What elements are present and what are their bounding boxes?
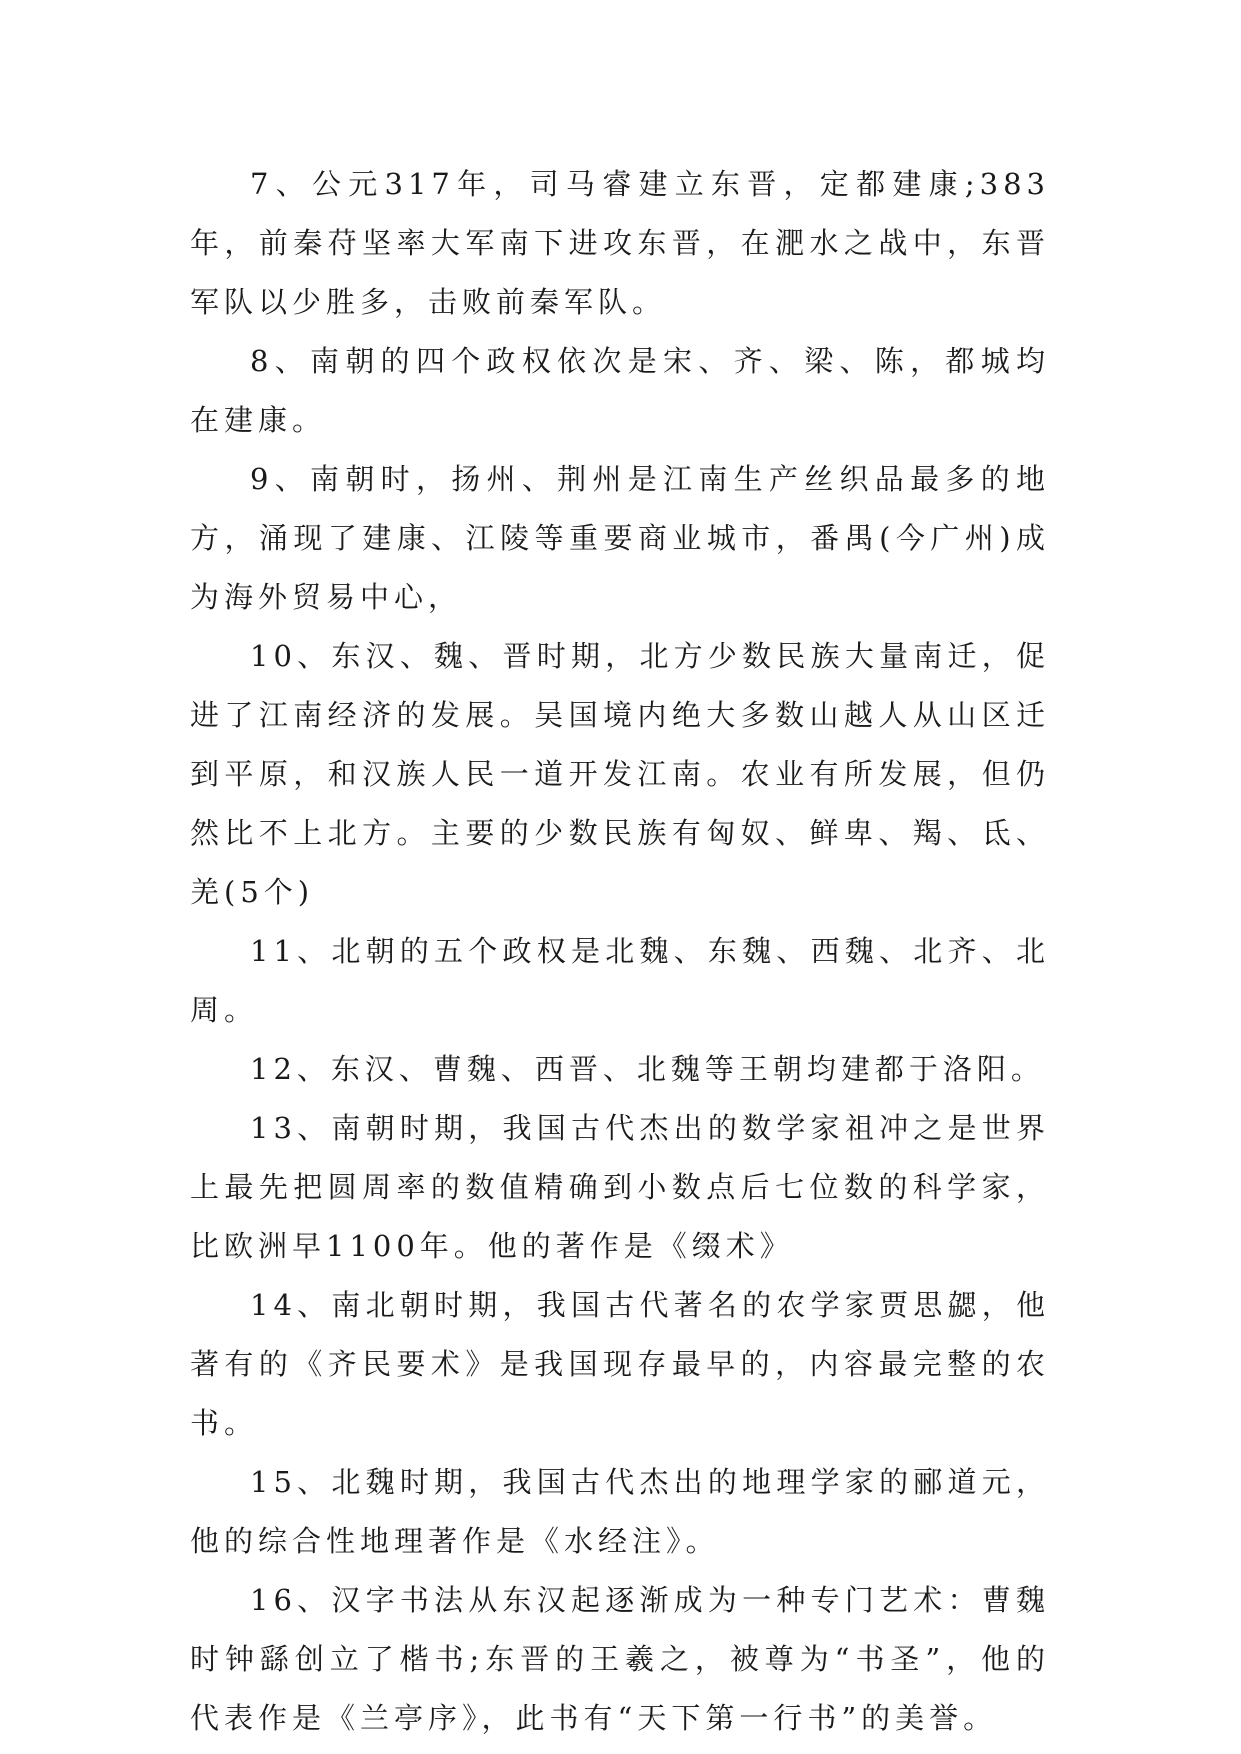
paragraph-11: 11、北朝的五个政权是北魏、东魏、西魏、北齐、北周。 <box>190 934 1050 1027</box>
paragraph-7: 7、公元317年，司马睿建立东晋，定都建康;383年，前秦苻坚率大军南下进攻东晋，在淝水之战中，东晋军队以少胜多，击败前秦军队。 <box>190 167 1050 319</box>
paragraph-13: 13、南朝时期，我国古代杰出的数学家祖冲之是世界上最先把圆周率的数值精确到小数点后七位数的科学家，比欧洲早1100年。他的著作是《缀术》 <box>190 1111 1050 1263</box>
paragraph-15: 15、北魏时期，我国古代杰出的地理学家的郦道元，他的综合性地理著作是《水经注》。 <box>190 1465 1050 1558</box>
document-body <box>190 155 1050 1748</box>
paragraph-10: 10、东汉、魏、晋时期，北方少数民族大量南迁，促进了江南经济的发展。吴国境内绝大多数山越人从山区迁到平原，和汉族人民一道开发江南。农业有所发展，但仍然比不上北方。主要的少数民族有匈奴、鲜卑、羯、氐、羌(5个) <box>190 639 1050 909</box>
paragraph-14: 14、南北朝时期，我国古代著名的农学家贾思勰，他著有的《齐民要术》是我国现存最早的，内容最完整的农书。 <box>190 1288 1050 1440</box>
paragraph-9: 9、南朝时，扬州、荆州是江南生产丝织品最多的地方，涌现了建康、江陵等重要商业城市，番禺(今广州)成为海外贸易中心， <box>190 462 1050 614</box>
paragraph-12: 12、东汉、曹魏、西晋、北魏等王朝均建都于洛阳。 <box>250 1052 1045 1086</box>
paragraph-8: 8、南朝的四个政权依次是宋、齐、梁、陈，都城均在建康。 <box>190 344 1050 437</box>
paragraph-16: 16、汉字书法从东汉起逐渐成为一种专门艺术：曹魏时钟繇创立了楷书;东晋的王羲之，被尊为“书圣”，他的代表作是《兰亭序》，此书有“天下第一行书”的美誉。 <box>190 1583 1050 1735</box>
